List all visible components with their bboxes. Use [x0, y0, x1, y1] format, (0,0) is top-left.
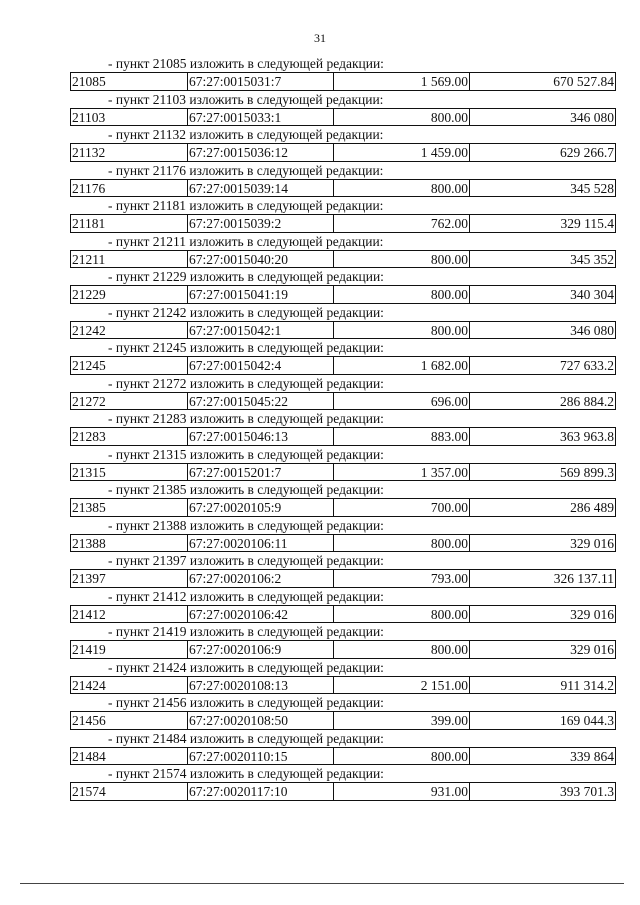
- cell-area: 800.00: [334, 179, 470, 198]
- cell-number: 21085: [70, 72, 188, 91]
- table-row: [70, 108, 616, 127]
- cell-area: 1 569.00: [334, 72, 470, 91]
- entry: [70, 659, 616, 695]
- cell-number: 21181: [70, 214, 188, 233]
- table-row: [70, 285, 616, 304]
- cell-area: 931.00: [334, 782, 470, 801]
- cell-cadastral: 67:27:0015042:4: [188, 356, 334, 375]
- cell-cadastral: 67:27:0020108:13: [188, 676, 334, 695]
- entry-caption: - пункт 21456 изложить в следующей редакции:: [108, 695, 384, 710]
- cell-cadastral: 67:27:0015039:2: [188, 214, 334, 233]
- cell-area: 800.00: [334, 108, 470, 127]
- cell-cadastral: 67:27:0015033:1: [188, 108, 334, 127]
- table-row: [70, 179, 616, 198]
- entry-caption: - пункт 21574 изложить в следующей редакции:: [108, 766, 384, 781]
- entry-caption: - пункт 21176 изложить в следующей редакции:: [108, 162, 384, 178]
- entry-caption: - пункт 21419 изложить в следующей редакции:: [108, 624, 384, 639]
- cell-cost: 286 489: [470, 498, 616, 517]
- cell-number: 21574: [70, 782, 188, 801]
- entry-caption: - пункт 21315 изложить в следующей редакции:: [108, 446, 384, 462]
- cell-area: 1 459.00: [334, 143, 470, 162]
- cell-number: 21412: [70, 605, 188, 624]
- entry: [70, 197, 616, 233]
- cell-number: 21424: [70, 676, 188, 695]
- entry-caption: - пункт 21132 изложить в следующей редакции:: [108, 127, 384, 142]
- cell-area: 2 151.00: [334, 676, 470, 695]
- table-row: [70, 640, 616, 659]
- cell-number: 21211: [70, 250, 188, 269]
- cell-cost: 346 080: [470, 321, 616, 340]
- cell-number: 21132: [70, 143, 188, 162]
- table-row: [70, 72, 616, 91]
- table-row: [70, 143, 616, 162]
- entry-caption: - пункт 21283 изложить в следующей редакции:: [108, 411, 384, 426]
- entry: [70, 730, 616, 766]
- cell-cadastral: 67:27:0020106:42: [188, 605, 334, 624]
- cell-area: 800.00: [334, 640, 470, 659]
- cell-number: 21229: [70, 285, 188, 304]
- cell-area: 800.00: [334, 285, 470, 304]
- entry: [70, 233, 616, 269]
- entry-caption: - пункт 21385 изложить в следующей редакции:: [108, 482, 384, 497]
- cell-number: 21484: [70, 747, 188, 766]
- cell-cost: 339 864: [470, 747, 616, 766]
- cell-cost: 911 314.2: [470, 676, 616, 695]
- cell-cost: 345 528: [470, 179, 616, 198]
- table-row: [70, 214, 616, 233]
- entry: [70, 623, 616, 659]
- table-row: [70, 321, 616, 340]
- entry: [70, 765, 616, 801]
- cell-number: 21456: [70, 711, 188, 730]
- entry-caption: - пункт 21484 изложить в следующей редакции:: [108, 730, 384, 746]
- entry: [70, 481, 616, 517]
- cell-cadastral: 67:27:0015040:20: [188, 250, 334, 269]
- cell-cost: 393 701.3: [470, 782, 616, 801]
- cell-cadastral: 67:27:0015042:1: [188, 321, 334, 340]
- entry-caption: - пункт 21424 изложить в следующей редакции:: [108, 659, 384, 675]
- cell-area: 800.00: [334, 605, 470, 624]
- cell-number: 21283: [70, 427, 188, 446]
- cell-cadastral: 67:27:0020106:9: [188, 640, 334, 659]
- cell-area: 762.00: [334, 214, 470, 233]
- cell-number: 21103: [70, 108, 188, 127]
- cell-area: 1 357.00: [334, 463, 470, 482]
- cell-cost: 363 963.8: [470, 427, 616, 446]
- table-row: [70, 782, 616, 801]
- cell-cadastral: 67:27:0020108:50: [188, 711, 334, 730]
- table-row: [70, 534, 616, 553]
- entry-caption: - пункт 21181 изложить в следующей редакции:: [108, 198, 384, 213]
- page-number: 31: [314, 31, 326, 45]
- cell-number: 21176: [70, 179, 188, 198]
- entry: [70, 126, 616, 162]
- entry: [70, 55, 616, 91]
- cell-cost: 286 884.2: [470, 392, 616, 411]
- entry: [70, 339, 616, 375]
- entry-caption: - пункт 21085 изложить в следующей редакции:: [108, 56, 384, 71]
- cell-number: 21272: [70, 392, 188, 411]
- table-row: [70, 250, 616, 269]
- cell-area: 883.00: [334, 427, 470, 446]
- entry: [70, 304, 616, 340]
- entry: [70, 162, 616, 198]
- cell-area: 800.00: [334, 321, 470, 340]
- cell-cadastral: 67:27:0020106:11: [188, 534, 334, 553]
- entry: [70, 410, 616, 446]
- entry-caption: - пункт 21245 изложить в следующей редакции:: [108, 340, 384, 355]
- entry-caption: - пункт 21272 изложить в следующей редакции:: [108, 375, 384, 391]
- footer-rule: [20, 883, 624, 884]
- cell-cost: 345 352: [470, 250, 616, 269]
- table-row: [70, 463, 616, 482]
- table-row: [70, 605, 616, 624]
- table-row: [70, 569, 616, 588]
- cell-cost: 727 633.2: [470, 356, 616, 375]
- cell-cost: 629 266.7: [470, 143, 616, 162]
- cell-cost: 326 137.11: [470, 569, 616, 588]
- cell-area: 700.00: [334, 498, 470, 517]
- cell-cost: 340 304: [470, 285, 616, 304]
- entry-caption: - пункт 21103 изложить в следующей редакции:: [108, 91, 384, 107]
- cell-cadastral: 67:27:0015046:13: [188, 427, 334, 446]
- cell-number: 21419: [70, 640, 188, 659]
- cell-number: 21245: [70, 356, 188, 375]
- cell-cost: 329 115.4: [470, 214, 616, 233]
- entry-caption: - пункт 21211 изложить в следующей редакции:: [108, 233, 384, 249]
- table-row: [70, 711, 616, 730]
- entry: [70, 91, 616, 127]
- table-row: [70, 427, 616, 446]
- cell-area: 800.00: [334, 250, 470, 269]
- entry: [70, 268, 616, 304]
- entry-caption: - пункт 21242 изложить в следующей редакции:: [108, 304, 384, 320]
- cell-cost: 346 080: [470, 108, 616, 127]
- cell-cadastral: 67:27:0015036:12: [188, 143, 334, 162]
- entry-caption: - пункт 21229 изложить в следующей редакции:: [108, 269, 384, 284]
- cell-number: 21397: [70, 569, 188, 588]
- cell-cost: 569 899.3: [470, 463, 616, 482]
- cell-cadastral: 67:27:0020106:2: [188, 569, 334, 588]
- entry-caption: - пункт 21388 изложить в следующей редакции:: [108, 517, 384, 533]
- cell-cadastral: 67:27:0015041:19: [188, 285, 334, 304]
- cell-number: 21385: [70, 498, 188, 517]
- table-row: [70, 356, 616, 375]
- entries-list: [70, 55, 616, 801]
- cell-cadastral: 67:27:0020117:10: [188, 782, 334, 801]
- cell-cadastral: 67:27:0020110:15: [188, 747, 334, 766]
- cell-cost: 670 527.84: [470, 72, 616, 91]
- entry: [70, 446, 616, 482]
- cell-cadastral: 67:27:0015039:14: [188, 179, 334, 198]
- cell-area: 793.00: [334, 569, 470, 588]
- table-row: [70, 392, 616, 411]
- cell-cost: 329 016: [470, 534, 616, 553]
- entry: [70, 517, 616, 553]
- cell-area: 800.00: [334, 534, 470, 553]
- cell-number: 21315: [70, 463, 188, 482]
- cell-cadastral: 67:27:0015201:7: [188, 463, 334, 482]
- cell-cost: 329 016: [470, 605, 616, 624]
- entry: [70, 588, 616, 624]
- cell-area: 800.00: [334, 747, 470, 766]
- entry-caption: - пункт 21397 изложить в следующей редакции:: [108, 553, 384, 568]
- entry: [70, 375, 616, 411]
- cell-area: 696.00: [334, 392, 470, 411]
- cell-number: 21388: [70, 534, 188, 553]
- cell-cadastral: 67:27:0020105:9: [188, 498, 334, 517]
- entry: [70, 694, 616, 730]
- table-row: [70, 498, 616, 517]
- cell-cost: 169 044.3: [470, 711, 616, 730]
- entry: [70, 552, 616, 588]
- table-row: [70, 676, 616, 695]
- cell-number: 21242: [70, 321, 188, 340]
- table-row: [70, 747, 616, 766]
- cell-cadastral: 67:27:0015031:7: [188, 72, 334, 91]
- cell-area: 399.00: [334, 711, 470, 730]
- cell-cadastral: 67:27:0015045:22: [188, 392, 334, 411]
- cell-area: 1 682.00: [334, 356, 470, 375]
- cell-cost: 329 016: [470, 640, 616, 659]
- entry-caption: - пункт 21412 изложить в следующей редакции:: [108, 588, 384, 604]
